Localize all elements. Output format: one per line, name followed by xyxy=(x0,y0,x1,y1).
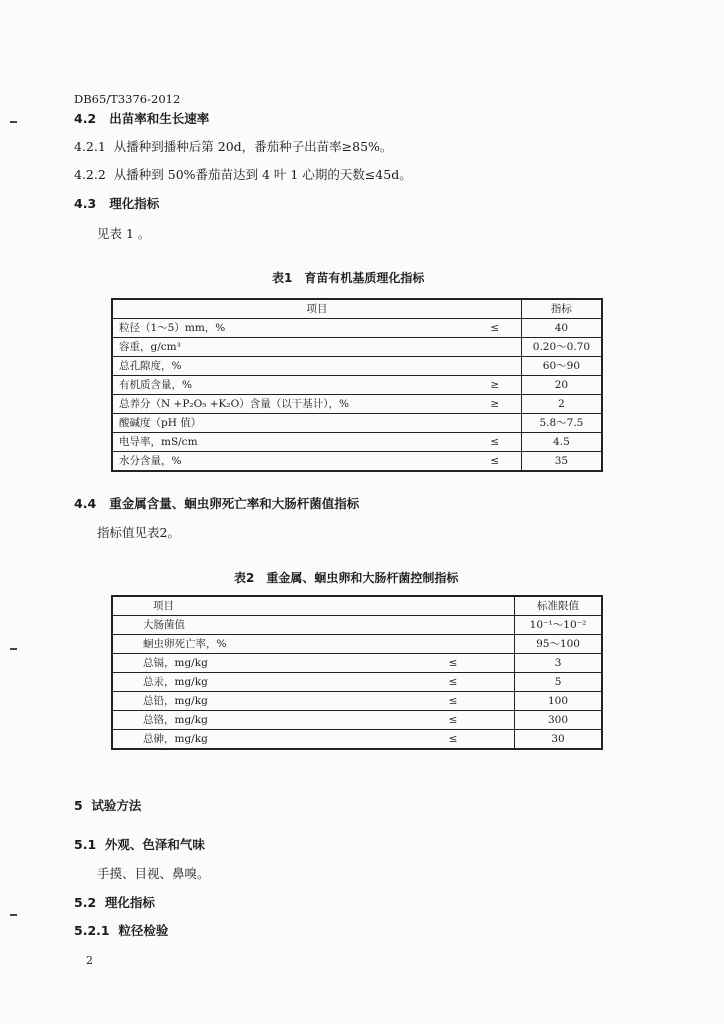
section-number: 5.1 xyxy=(74,837,97,852)
clause-text: 从播种到 50%番茄苗达到 4 叶 1 心期的天数≤45d。 xyxy=(113,167,412,182)
document-id: DB65/T3376-2012 xyxy=(74,92,181,106)
row-value: 10⁻¹～10⁻² xyxy=(515,616,602,635)
row-name: 大肠菌值 xyxy=(112,616,392,635)
section-4-3-text: 见表 1 。 xyxy=(97,226,151,241)
row-name: 酸碱度（pH 值） xyxy=(112,414,469,433)
section-5-heading xyxy=(74,796,141,814)
table2-caption: 表2 重金属、蛔虫卵和大肠杆菌控制指标 xyxy=(234,571,459,585)
section-number: 5.2 xyxy=(74,895,97,910)
row-name: 电导率，mS/cm xyxy=(112,433,469,452)
row-value: 60～90 xyxy=(521,357,602,376)
row-operator xyxy=(469,357,522,376)
section-4-4-heading xyxy=(74,494,359,512)
section-title: 理化指标 xyxy=(109,196,160,211)
row-value: 20 xyxy=(521,376,602,395)
row-name: 粒径（1～5）mm，% xyxy=(112,319,469,338)
table-row xyxy=(112,357,602,376)
table-row xyxy=(112,414,602,433)
table-row xyxy=(112,711,602,730)
row-value: 4.5 xyxy=(521,433,602,452)
row-name: 总汞，mg/kg xyxy=(112,673,392,692)
row-value: 2 xyxy=(521,395,602,414)
clause-number: 4.2.1 xyxy=(74,139,106,154)
table1-header-value: 指标 xyxy=(521,299,602,319)
row-operator: ≤ xyxy=(392,692,515,711)
section-number: 5 xyxy=(74,798,83,813)
section-5-2-1-heading xyxy=(74,921,168,939)
section-5-2-heading xyxy=(74,893,155,911)
table-row xyxy=(112,692,602,711)
clause-4-2-2 xyxy=(74,165,412,183)
section-title: 出苗率和生长速率 xyxy=(109,111,210,126)
table-row xyxy=(112,319,602,338)
clause-text: 从播种到播种后第 20d，番茄种子出苗率≥85%。 xyxy=(113,139,393,154)
row-name: 水分含量，% xyxy=(112,452,469,472)
table-row xyxy=(112,452,602,472)
row-operator: ≤ xyxy=(469,319,522,338)
section-5-1-heading xyxy=(74,835,205,853)
section-title: 重金属含量、蛔虫卵死亡率和大肠杆菌值指标 xyxy=(109,496,360,511)
row-value: 5.8～7.5 xyxy=(521,414,602,433)
section-title: 外观、色泽和气味 xyxy=(104,837,205,852)
row-operator xyxy=(469,338,522,357)
row-value: 3 xyxy=(515,654,602,673)
row-name: 总孔隙度，% xyxy=(112,357,469,376)
clause-4-2-1 xyxy=(74,137,392,155)
row-operator: ≤ xyxy=(392,730,515,750)
table1-header-item: 项目 xyxy=(112,299,521,319)
margin-mark xyxy=(10,121,17,123)
row-name: 有机质含量，% xyxy=(112,376,469,395)
row-value: 40 xyxy=(521,319,602,338)
row-operator xyxy=(469,414,522,433)
row-value: 300 xyxy=(515,711,602,730)
clause-number: 4.2.2 xyxy=(74,167,106,182)
row-operator: ≤ xyxy=(392,654,515,673)
row-value: 30 xyxy=(515,730,602,750)
table1 xyxy=(111,298,603,472)
section-number: 4.3 xyxy=(74,196,97,211)
margin-mark xyxy=(10,914,17,916)
row-operator: ≥ xyxy=(469,376,522,395)
row-value: 35 xyxy=(521,452,602,472)
row-operator: ≤ xyxy=(469,452,522,472)
row-name: 总镉，mg/kg xyxy=(112,654,392,673)
row-value: 5 xyxy=(515,673,602,692)
row-name: 总砷，mg/kg xyxy=(112,730,392,750)
section-number: 4.4 xyxy=(74,496,97,511)
table-row xyxy=(112,730,602,750)
row-name: 容重，g/cm³ xyxy=(112,338,469,357)
row-value: 95～100 xyxy=(515,635,602,654)
row-name: 总铬，mg/kg xyxy=(112,711,392,730)
section-title: 粒径检验 xyxy=(118,923,169,938)
table1-caption: 表1 育苗有机基质理化指标 xyxy=(272,271,425,285)
row-name: 总养分（N +P₂O₅ +K₂O）含量（以干基计），% xyxy=(112,395,469,414)
section-title: 理化指标 xyxy=(104,895,155,910)
table-row xyxy=(112,338,602,357)
table2-header-value: 标准限值 xyxy=(515,596,602,616)
table2 xyxy=(111,595,603,750)
row-name: 蛔虫卵死亡率，% xyxy=(112,635,392,654)
table-row xyxy=(112,433,602,452)
table-row xyxy=(112,395,602,414)
section-number: 4.2 xyxy=(74,111,97,126)
section-title: 试验方法 xyxy=(91,798,142,813)
table-row xyxy=(112,376,602,395)
row-value: 0.20～0.70 xyxy=(521,338,602,357)
section-5-1-text: 手摸、目视、鼻嗅。 xyxy=(97,866,210,881)
row-name: 总铅，mg/kg xyxy=(112,692,392,711)
section-number: 5.2.1 xyxy=(74,923,110,938)
row-value: 100 xyxy=(515,692,602,711)
row-operator: ≥ xyxy=(469,395,522,414)
row-operator xyxy=(392,616,515,635)
margin-mark xyxy=(10,648,17,650)
table-row xyxy=(112,616,602,635)
table-row xyxy=(112,654,602,673)
section-4-4-text: 指标值见表2。 xyxy=(97,525,180,540)
section-4-3-heading xyxy=(74,194,159,212)
table-row xyxy=(112,635,602,654)
table2-header-item: 项目 xyxy=(112,596,515,616)
table-row xyxy=(112,673,602,692)
row-operator: ≤ xyxy=(392,711,515,730)
row-operator: ≤ xyxy=(469,433,522,452)
row-operator xyxy=(392,635,515,654)
page-number: 2 xyxy=(86,954,93,967)
row-operator: ≤ xyxy=(392,673,515,692)
section-4-2-heading xyxy=(74,109,209,127)
